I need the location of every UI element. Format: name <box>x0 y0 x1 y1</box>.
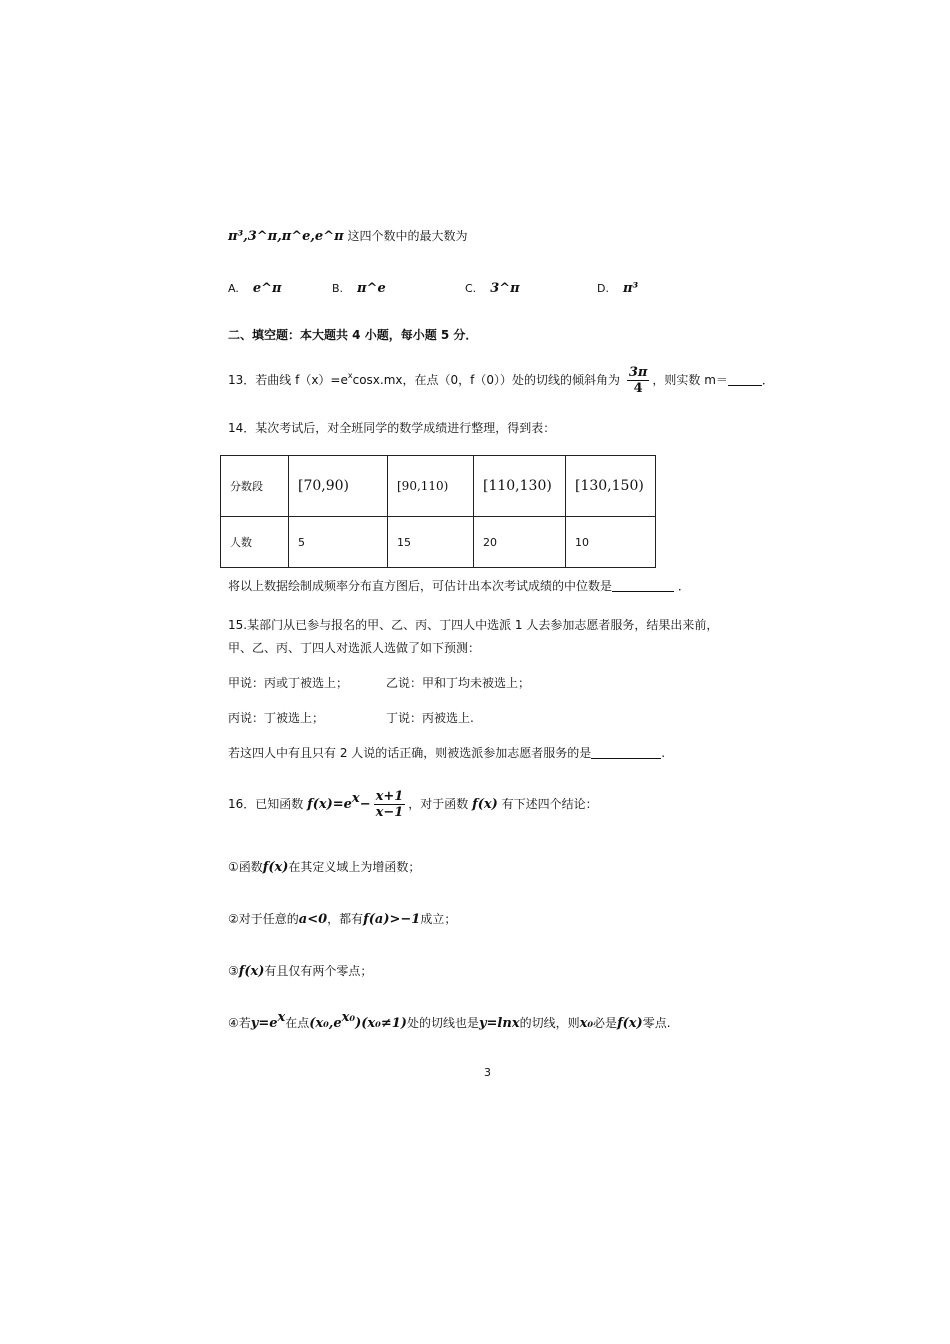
q15-line2: 甲、乙、丙、丁四人对选派人选做了如下预测： <box>228 641 481 655</box>
q13-frac-denominator: 4 <box>633 381 643 396</box>
q15-last-text: 若这四人中有且只有 2 人说的话正确，则被选派参加志愿者服务的是 <box>228 746 592 760</box>
c3-pre: ③ <box>228 964 239 978</box>
c4-ln: y=lnx <box>478 1016 520 1031</box>
c3-post: 有且仅有两个零点； <box>264 964 373 978</box>
c4-function: y=e <box>250 1016 278 1031</box>
c4-fx: f(x) <box>617 1016 643 1031</box>
table-cell <box>388 456 474 517</box>
q16-frac-numerator: x+1 <box>375 789 404 804</box>
c1-pre: ①函数 <box>228 860 263 874</box>
q13-function-exp: x <box>347 371 353 380</box>
table-cell <box>566 456 656 517</box>
c4-post: 零点. <box>642 1016 671 1030</box>
q13-frac-numerator: 3π <box>628 365 648 380</box>
table-cell: 15 <box>388 517 474 568</box>
c1-post: 在其定义域上为增函数； <box>288 860 421 874</box>
section-heading: 二、填空题：本大题共 4 小题，每小题 5 分． <box>228 328 478 342</box>
option-b <box>332 281 386 296</box>
page-number: 3 <box>484 1066 491 1079</box>
option-d-letter: D. <box>597 282 609 295</box>
q15-yi: 乙说：甲和丁均未被选上； <box>386 676 531 690</box>
c4-pre: ④若 <box>228 1016 251 1030</box>
q14-end: ． <box>677 579 690 593</box>
c2-mid: ，都有 <box>327 912 364 926</box>
q16-stem <box>228 785 598 824</box>
q14-after-text: 将以上数据绘制成频率分布直方图后，可估计出本次考试成绩的中位数是 <box>228 579 613 593</box>
c4-point-cond: )(x₀≠1) <box>355 1016 407 1031</box>
interval-label: [110,130) <box>483 478 552 494</box>
q13-middle: ，在点（0，f（0））处的切线的倾斜角为 <box>402 373 621 387</box>
q15-jia: 甲说：丙或丁被选上； <box>228 676 349 690</box>
q13-suffix: ，则实数 m＝ <box>652 373 728 387</box>
c4-point-exp: x₀ <box>341 1010 356 1025</box>
c1-fx: f(x) <box>262 860 289 875</box>
q16-middle: ，对于函数 <box>408 797 469 811</box>
table-cell <box>289 456 388 517</box>
table-header-cell: 人数 <box>221 517 289 568</box>
q13-end: ． <box>761 373 774 387</box>
option-d-value: π³ <box>622 281 639 296</box>
q13 <box>228 362 774 398</box>
c4-mid: 处的切线也是 <box>406 1016 479 1030</box>
c4-x0: x₀ <box>579 1016 594 1031</box>
q16-prefix: 16．已知函数 <box>228 797 304 811</box>
q12-stem-text: 这四个数中的最大数为 <box>347 229 468 243</box>
c3-fx: f(x) <box>238 964 265 979</box>
q12-numbers: π³,3^π,π^e,e^π <box>228 229 344 244</box>
option-d <box>597 281 638 296</box>
q13-prefix: 13．若曲线 <box>228 373 292 387</box>
c4-at: 在点 <box>285 1016 310 1030</box>
q13-answer-blank[interactable] <box>728 372 762 386</box>
q16-frac-denominator: x−1 <box>375 805 404 820</box>
q15-answer-blank[interactable] <box>591 745 661 759</box>
c4-mid2: 的切线，则 <box>519 1016 580 1030</box>
option-b-letter: B. <box>332 282 344 295</box>
table-row <box>221 456 656 517</box>
c4-function-exp: x <box>277 1010 286 1025</box>
c4-point: (x₀,e <box>309 1016 342 1031</box>
option-c-value: 3^π <box>490 281 520 296</box>
option-a-value: e^π <box>252 281 282 296</box>
score-table <box>220 455 656 568</box>
q13-angle-fraction <box>627 365 650 396</box>
c2-inequality: f(a)>−1 <box>363 912 421 927</box>
option-a-letter: A. <box>228 282 239 295</box>
option-c-letter: C. <box>465 282 477 295</box>
q16-fraction <box>374 789 406 820</box>
c2-post: 成立； <box>420 912 457 926</box>
q16-fx: f(x) <box>472 797 498 812</box>
q16-minus: − <box>359 797 371 812</box>
q15-ding: 丁说：丙被选上. <box>386 711 474 725</box>
q16-conclusion-1 <box>228 858 420 877</box>
q16-conclusion-2 <box>228 910 456 929</box>
option-c <box>465 281 520 296</box>
q16-function-exp: x <box>351 791 360 806</box>
q16-suffix: 有下述四个结论： <box>501 797 598 811</box>
q16-function: f(x)=e <box>307 797 352 812</box>
q16-conclusion-4 <box>228 1010 671 1033</box>
q15-last <box>228 744 665 762</box>
q16-conclusion-3 <box>228 962 372 981</box>
q15-end: . <box>661 746 666 760</box>
c2-condition: a<0 <box>298 912 328 927</box>
q15-bing: 丙说：丁被选上； <box>228 711 325 725</box>
interval-label: [70,90) <box>298 478 350 494</box>
table-cell: 5 <box>289 517 388 568</box>
table-cell <box>474 456 566 517</box>
q13-function-rest: cosx.mx <box>352 373 403 387</box>
q15-line1: 15.某部门从已参与报名的甲、乙、丙、丁四人中选派 1 人去参加志愿者服务，结果出来前， <box>228 618 719 632</box>
interval-label: [130,150) <box>575 478 644 494</box>
c2-pre: ②对于任意的 <box>228 912 299 926</box>
table-header-cell: 分数段 <box>221 456 289 517</box>
interval-label: [90,110) <box>397 479 449 493</box>
c4-mid3: 必是 <box>593 1016 618 1030</box>
table-cell: 20 <box>474 517 566 568</box>
q14-stem: 14．某次考试后，对全班同学的数学成绩进行整理，得到表： <box>228 421 556 435</box>
q13-function: f（x）=e <box>295 373 348 387</box>
q12-stem <box>228 227 467 246</box>
table-row <box>221 517 656 568</box>
q14-answer-blank[interactable] <box>612 578 674 592</box>
option-b-value: π^e <box>357 281 386 296</box>
q14-after <box>228 577 690 595</box>
table-cell: 10 <box>566 517 656 568</box>
option-a <box>228 281 282 296</box>
